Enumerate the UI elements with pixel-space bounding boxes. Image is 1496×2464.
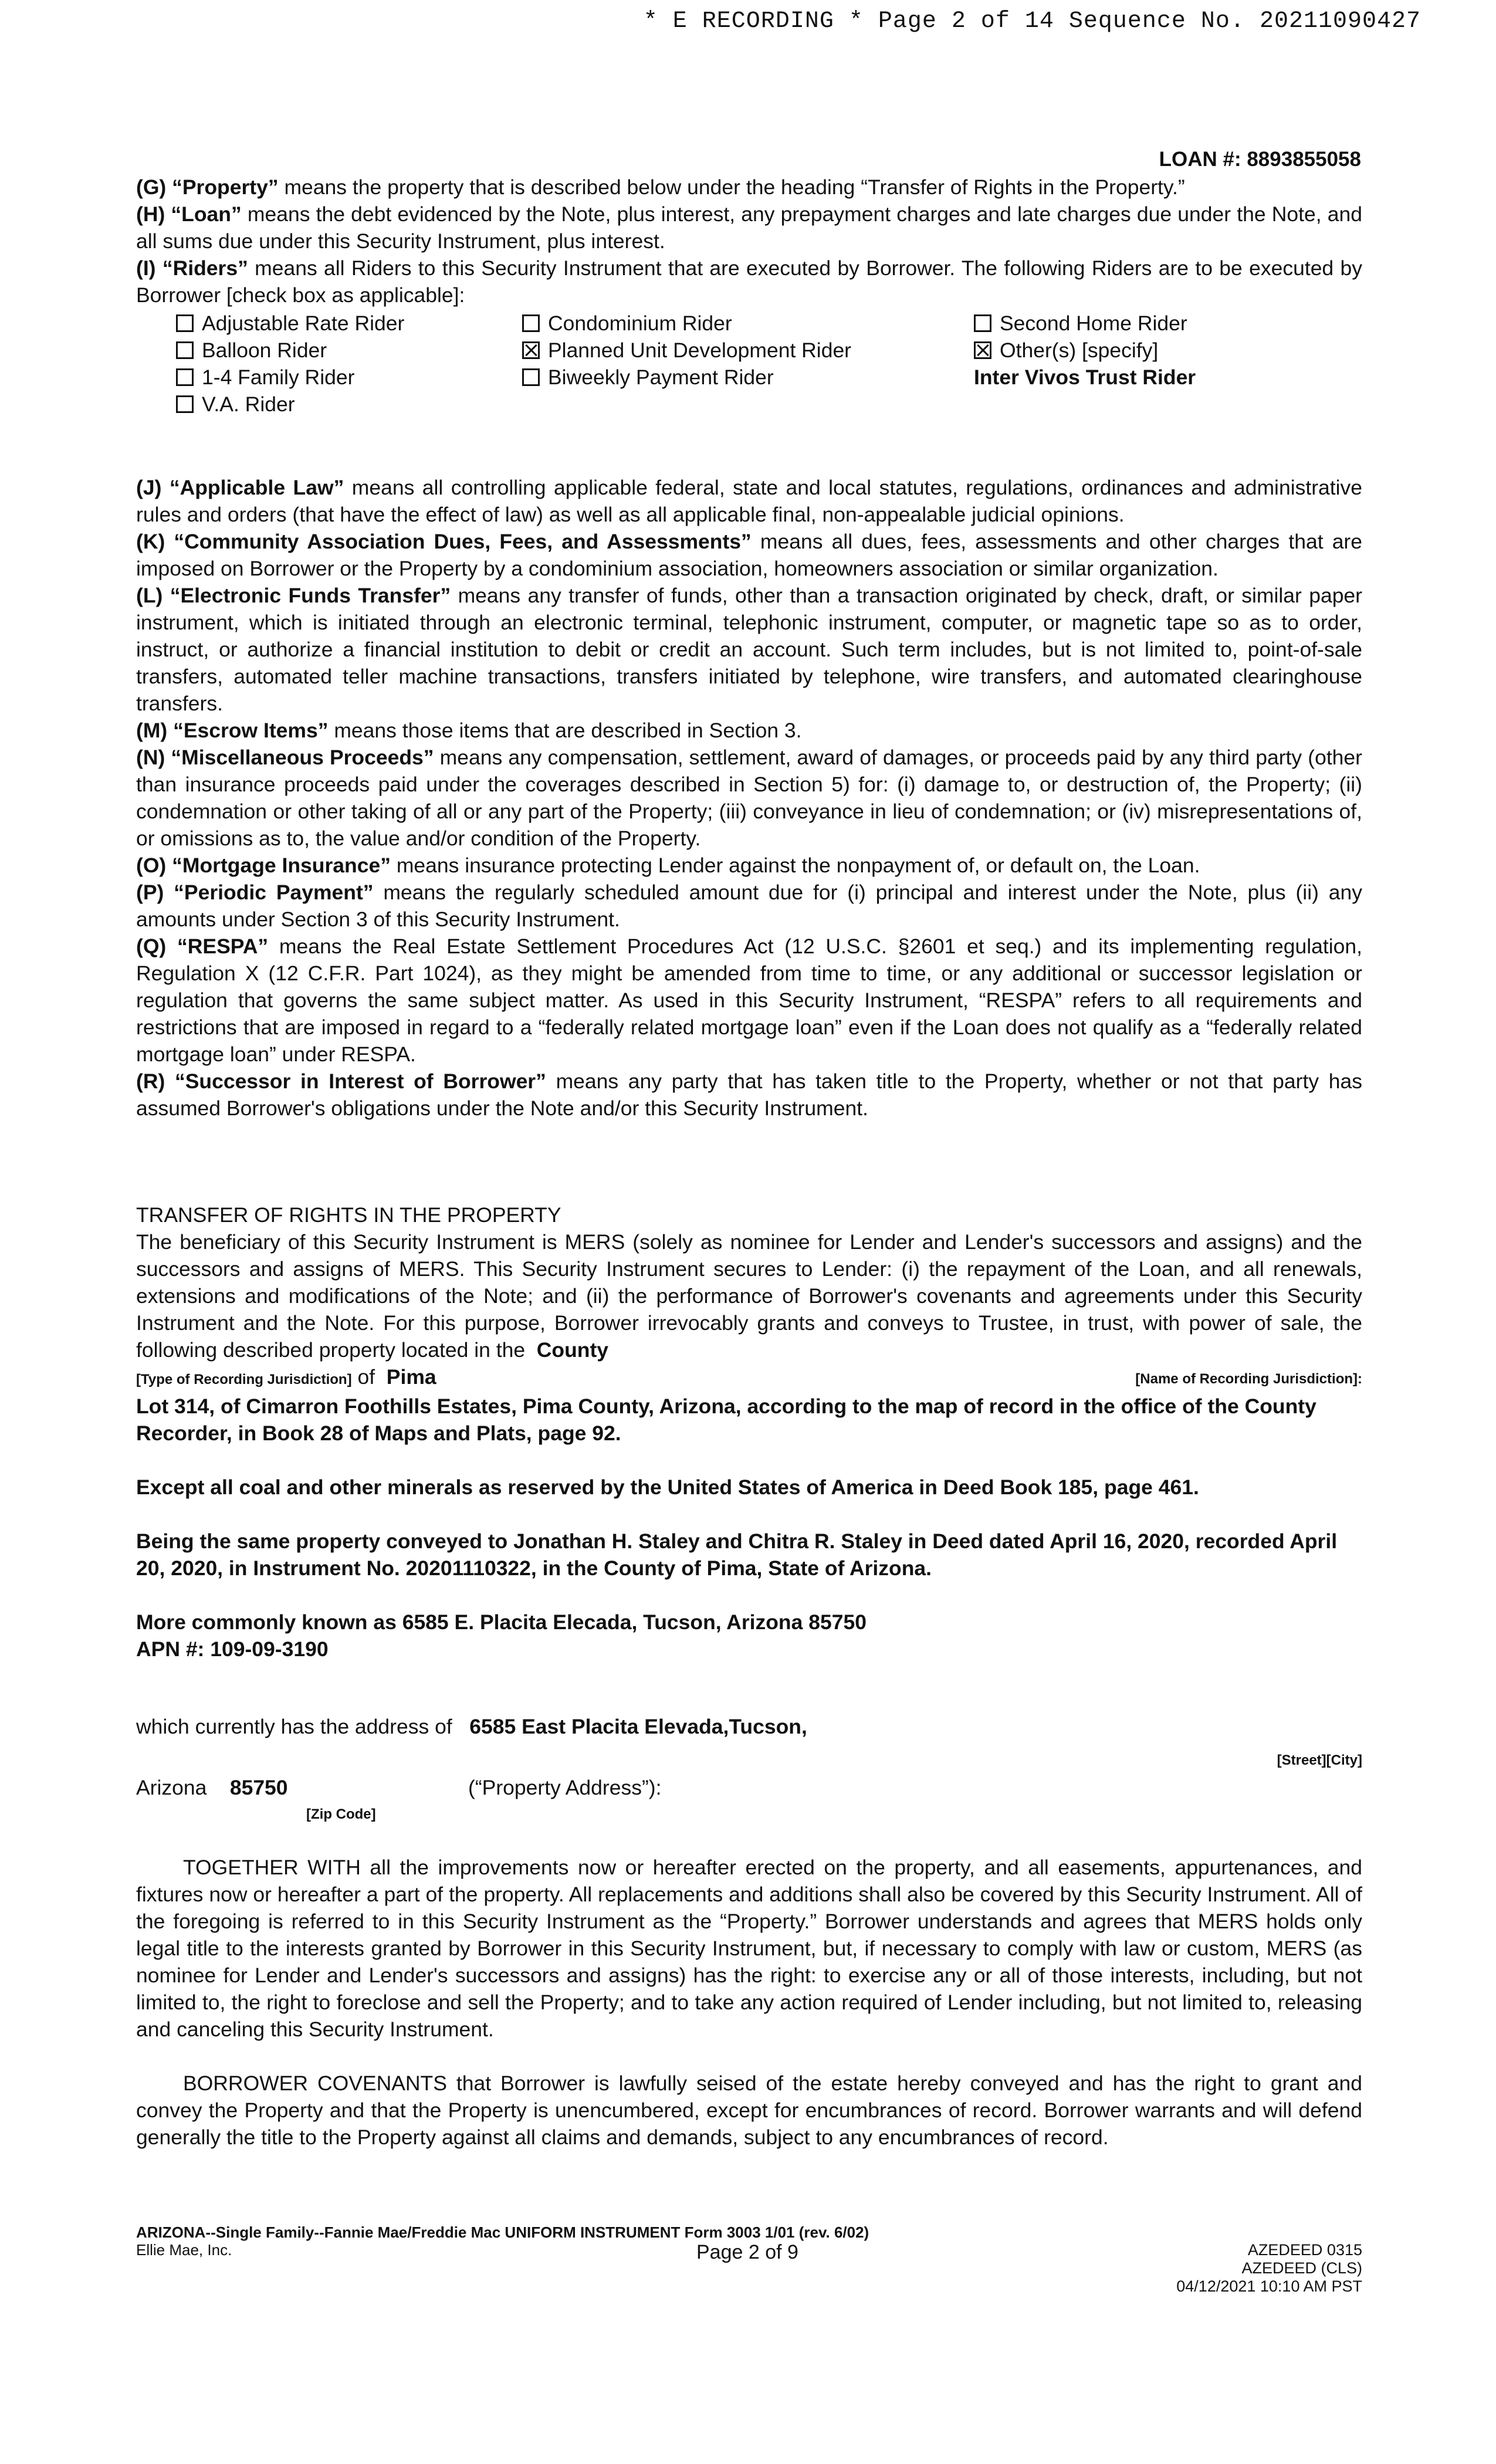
together-with-text bbox=[136, 1854, 1362, 2043]
rider-balloon bbox=[176, 337, 404, 364]
together-lead: TOGETHER WITH bbox=[183, 1856, 361, 1879]
rider-label: Balloon Rider bbox=[202, 339, 327, 362]
transfer-heading: TRANSFER OF RIGHTS IN THE PROPERTY bbox=[136, 1203, 561, 1227]
definition-text: means any party that has taken title to the Property, whether or not that party has assumed Borrower's obligations under the Note and/or this Security Instrument. bbox=[136, 1069, 1362, 1120]
borrower-covenants-section bbox=[136, 2070, 1362, 2151]
definition-text: means all Riders to this Security Instrument that are executed by Borrower. The following Riders are to be executed by Borrower [check box as applicable]: bbox=[136, 256, 1362, 307]
definition-text: means the regularly scheduled amount due for (i) principal and interest under the Note, plus (ii) any amounts under Section 3 of this Security Instrument. bbox=[136, 881, 1362, 931]
definition-l bbox=[136, 582, 1362, 717]
definition-m bbox=[136, 717, 1362, 744]
jurisdiction-type-label: [Type of Recording Jurisdiction] bbox=[136, 1372, 352, 1387]
street-city-label: [Street][City] bbox=[1277, 1752, 1362, 1768]
covenants-body: that Borrower is lawfully seised of the estate hereby conveyed and has the right to grant and convey the Property and that the Property is unencumbered, except for encumbrances of record. Borrower warrants and will defend generally the title to the Property against all claims and demands, subject to any encumbrances of record. bbox=[136, 2072, 1362, 2149]
footer-timestamp: 04/12/2021 10:10 AM PST bbox=[1176, 2277, 1362, 2295]
jurisdiction-of: of bbox=[357, 1365, 375, 1389]
footer-form-line: ARIZONA--Single Family--Fannie Mae/Freddie Mac UNIFORM INSTRUMENT Form 3003 1/01 (rev. 6/02) bbox=[136, 2223, 869, 2241]
definition-term: (G) “Property” bbox=[136, 175, 279, 199]
definition-text: means any transfer of funds, other than a transaction originated by check, draft, or similar paper instrument, which is initiated through an electronic terminal, telephonic instrument, computer, or magnetic tape so as to order, instruct, or authorize a financial institution to debit or credit an account. Such term includes, but is not limited to, point-of-sale transfers, automated teller machine transactions, transfers initiated by telephone, wire transfers, and automated clearinghouse transfers. bbox=[136, 584, 1363, 715]
definition-term: (R) “Successor in Interest of Borrower” bbox=[136, 1069, 546, 1093]
address-zip: 85750 bbox=[229, 1776, 288, 1799]
address-street-city: 6585 East Placita Elevada,Tucson, bbox=[469, 1715, 807, 1738]
definition-p bbox=[136, 879, 1362, 933]
legal-except: Except all coal and other minerals as reserved by the United States of America in Deed Book 185, page 461. bbox=[136, 1475, 1199, 1499]
rider-biweekly bbox=[522, 364, 851, 391]
riders-column-3 bbox=[974, 310, 1196, 391]
transfer-body: The beneficiary of this Security Instrument is MERS (solely as nominee for Lender and Lender's successors and assigns) and the successors and assigns of MERS. This Security Instrument secures to Lender: (i) the repayment of the Loan, and all renewals, extensions and modifications of the Note; and (ii) the performance of Borrower's covenants and agreements under this Security Instrument and the Note. For this purpose, Borrower irrevocably grants and conveys to Trustee, in trust, with power of sale, the following described property located in the bbox=[136, 1230, 1362, 1362]
definition-text: means the property that is described below under the heading “Transfer of Rights in the Property.” bbox=[278, 175, 1185, 199]
rider-label: Second Home Rider bbox=[1000, 312, 1187, 335]
together-body: all the improvements now or hereafter erected on the property, and all easements, appurtenances, and fixtures now or hereafter a part of the property. All replacements and additions shall also be covered by this Security Instrument. All of the foregoing is referred to in this Security Instrument as the “Property.” Borrower understands and agrees that MERS holds only legal title to the interests granted by Borrower in this Security Instrument, but, if necessary to comply with law or custom, MERS (as nominee for Lender and Lender's successors and assigns) has the right: to exercise any or all of those interests, including, but not limited to, the right to foreclose and sell the Property; and to take any action required of Lender including, but not limited to, releasing and canceling this Security Instrument. bbox=[136, 1856, 1362, 2041]
definition-text: means those items that are described in Section 3. bbox=[328, 719, 802, 742]
rider-second-home bbox=[974, 310, 1196, 337]
legal-known-as: More commonly known as 6585 E. Placita Elecada, Tucson, Arizona 85750 bbox=[136, 1610, 867, 1634]
definition-term: (I) “Riders” bbox=[136, 256, 248, 280]
definition-text: means insurance protecting Lender against the nonpayment of, or default on, the Loan. bbox=[390, 854, 1200, 877]
transfer-section bbox=[136, 1201, 1362, 1387]
definition-text: means all dues, fees, assessments and other charges that are imposed on Borrower or the Property by a condominium association, homeowners association or similar organization. bbox=[136, 530, 1362, 580]
covenants-lead: BORROWER COVENANTS bbox=[183, 2072, 447, 2095]
checkbox-checked-icon[interactable] bbox=[522, 341, 540, 359]
definition-n bbox=[136, 744, 1362, 852]
checkbox-icon[interactable] bbox=[522, 368, 540, 386]
recording-stamp: * E RECORDING * Page 2 of 14 Sequence No. 20211090427 bbox=[643, 8, 1421, 35]
definition-text: means the debt evidenced by the Note, plus interest, any prepayment charges and late charges due under the Note, and all sums due under this Security Instrument, plus interest. bbox=[136, 202, 1362, 253]
transfer-text bbox=[136, 1228, 1362, 1363]
together-with-section bbox=[136, 1854, 1362, 2043]
borrower-covenants-text bbox=[136, 2070, 1362, 2151]
definition-term: (N) “Miscellaneous Proceeds” bbox=[136, 746, 434, 769]
checkbox-icon[interactable] bbox=[176, 395, 194, 413]
footer-code-1: AZEDEED 0315 bbox=[1247, 2241, 1362, 2259]
footer-codes bbox=[1176, 2241, 1362, 2296]
jurisdiction-type: County bbox=[536, 1338, 609, 1362]
rider-label: V.A. Rider bbox=[202, 392, 295, 416]
definition-term: (K) “Community Association Dues, Fees, and Assessments” bbox=[136, 530, 752, 553]
definition-g bbox=[136, 174, 1362, 201]
rider-label: Other(s) [specify] bbox=[1000, 339, 1159, 362]
definition-text: means any compensation, settlement, award of damages, or proceeds paid by any third party (other than insurance proceeds paid under the coverages described in Section 5) for: (i) damage to, or destruction of, the Property; (ii) condemnation or other taking of all or any part of the Property; (iii) conveyance in lieu of condemnation; or (iv) misrepresentations of, or omissions as to, the value and/or condition of the Property. bbox=[136, 746, 1362, 850]
address-prefix: which currently has the address of bbox=[136, 1715, 452, 1738]
definition-o bbox=[136, 852, 1362, 879]
rider-label: Planned Unit Development Rider bbox=[548, 339, 852, 362]
jurisdiction-name: Pima bbox=[386, 1365, 436, 1389]
rider-label: 1-4 Family Rider bbox=[202, 365, 355, 389]
definition-j bbox=[136, 474, 1362, 528]
definition-term: (H) “Loan” bbox=[136, 202, 242, 226]
definition-term: (P) “Periodic Payment” bbox=[136, 881, 374, 904]
rider-label: Condominium Rider bbox=[548, 312, 732, 335]
definition-term: (J) “Applicable Law” bbox=[136, 476, 344, 499]
checkbox-icon[interactable] bbox=[176, 341, 194, 359]
definition-term: (M) “Escrow Items” bbox=[136, 719, 329, 742]
definition-text: means all controlling applicable federal, state and local statutes, regulations, ordinances and administrative rules and orders (that have the effect of law) as well as all applicable final, non-appealable judicial opinions. bbox=[136, 476, 1362, 526]
definition-term: (O) “Mortgage Insurance” bbox=[136, 854, 391, 877]
rider-other-specified: Inter Vivos Trust Rider bbox=[974, 365, 1196, 389]
rider-va bbox=[176, 391, 404, 418]
legal-being: Being the same property conveyed to Jonathan H. Staley and Chitra R. Staley in Deed dated April 16, 2020, recorded April 20, 2020, in Instrument No. 20201110322, in the County of Pima, State of Arizona. bbox=[136, 1529, 1338, 1580]
address-state-zip bbox=[136, 1774, 288, 1801]
definition-term: (L) “Electronic Funds Transfer” bbox=[136, 584, 451, 607]
checkbox-icon[interactable] bbox=[176, 368, 194, 386]
definition-r bbox=[136, 1068, 1362, 1122]
definitions-top bbox=[136, 174, 1362, 309]
legal-apn: APN #: 109-09-3190 bbox=[136, 1637, 329, 1661]
definition-text: means the Real Estate Settlement Procedures Act (12 U.S.C. §2601 et seq.) and its implementing regulation, Regulation X (12 C.F.R. Part 1024), as they might be amended from time to time, or any additional or successor legislation or regulation that governs the same subject matter. As used in this Security Instrument, “RESPA” refers to all requirements and restrictions that are imposed in regard to a “federally related mortgage loan” even if the Loan does not qualify as a “federally related mortgage loan” under RESPA. bbox=[136, 935, 1363, 1066]
loan-number: LOAN #: 8893855058 bbox=[1159, 148, 1361, 171]
checkbox-icon[interactable] bbox=[974, 314, 991, 332]
definition-q bbox=[136, 933, 1362, 1068]
footer-vendor: Ellie Mae, Inc. bbox=[136, 2241, 232, 2259]
definition-term: (Q) “RESPA” bbox=[136, 935, 269, 958]
rider-pud bbox=[522, 337, 851, 364]
definition-i bbox=[136, 255, 1362, 309]
address-line bbox=[136, 1713, 807, 1740]
rider-adjustable bbox=[176, 310, 404, 337]
property-address bbox=[136, 1713, 1362, 1830]
footer-page-number: Page 2 of 9 bbox=[696, 2241, 798, 2263]
address-state: Arizona bbox=[136, 1776, 207, 1799]
page-footer bbox=[136, 2223, 1362, 2295]
jurisdiction-line bbox=[136, 1363, 1362, 1387]
legal-lot: Lot 314, of Cimarron Foothills Estates, Pima County, Arizona, according to the map of record in the office of the County Recorder, in Book 28 of Maps and Plats, page 92. bbox=[136, 1395, 1316, 1445]
definition-k bbox=[136, 528, 1362, 582]
definitions-main bbox=[136, 474, 1362, 1122]
rider-other bbox=[974, 337, 1196, 364]
checkbox-icon[interactable] bbox=[176, 314, 194, 332]
footer-code-2: AZEDEED (CLS) bbox=[1241, 2259, 1362, 2277]
legal-description bbox=[136, 1393, 1362, 1663]
riders-column-1 bbox=[176, 310, 404, 418]
definition-h bbox=[136, 201, 1362, 255]
riders-column-2 bbox=[522, 310, 851, 391]
checkbox-icon[interactable] bbox=[522, 314, 540, 332]
rider-label: Biweekly Payment Rider bbox=[548, 365, 774, 389]
rider-1-4-family bbox=[176, 364, 404, 391]
zip-code-label: [Zip Code] bbox=[306, 1806, 376, 1822]
rider-condominium bbox=[522, 310, 851, 337]
property-address-label: (“Property Address”): bbox=[468, 1776, 662, 1799]
jurisdiction-name-label: [Name of Recording Jurisdiction]: bbox=[1135, 1371, 1362, 1387]
checkbox-checked-icon[interactable] bbox=[974, 341, 991, 359]
rider-label: Adjustable Rate Rider bbox=[202, 312, 405, 335]
